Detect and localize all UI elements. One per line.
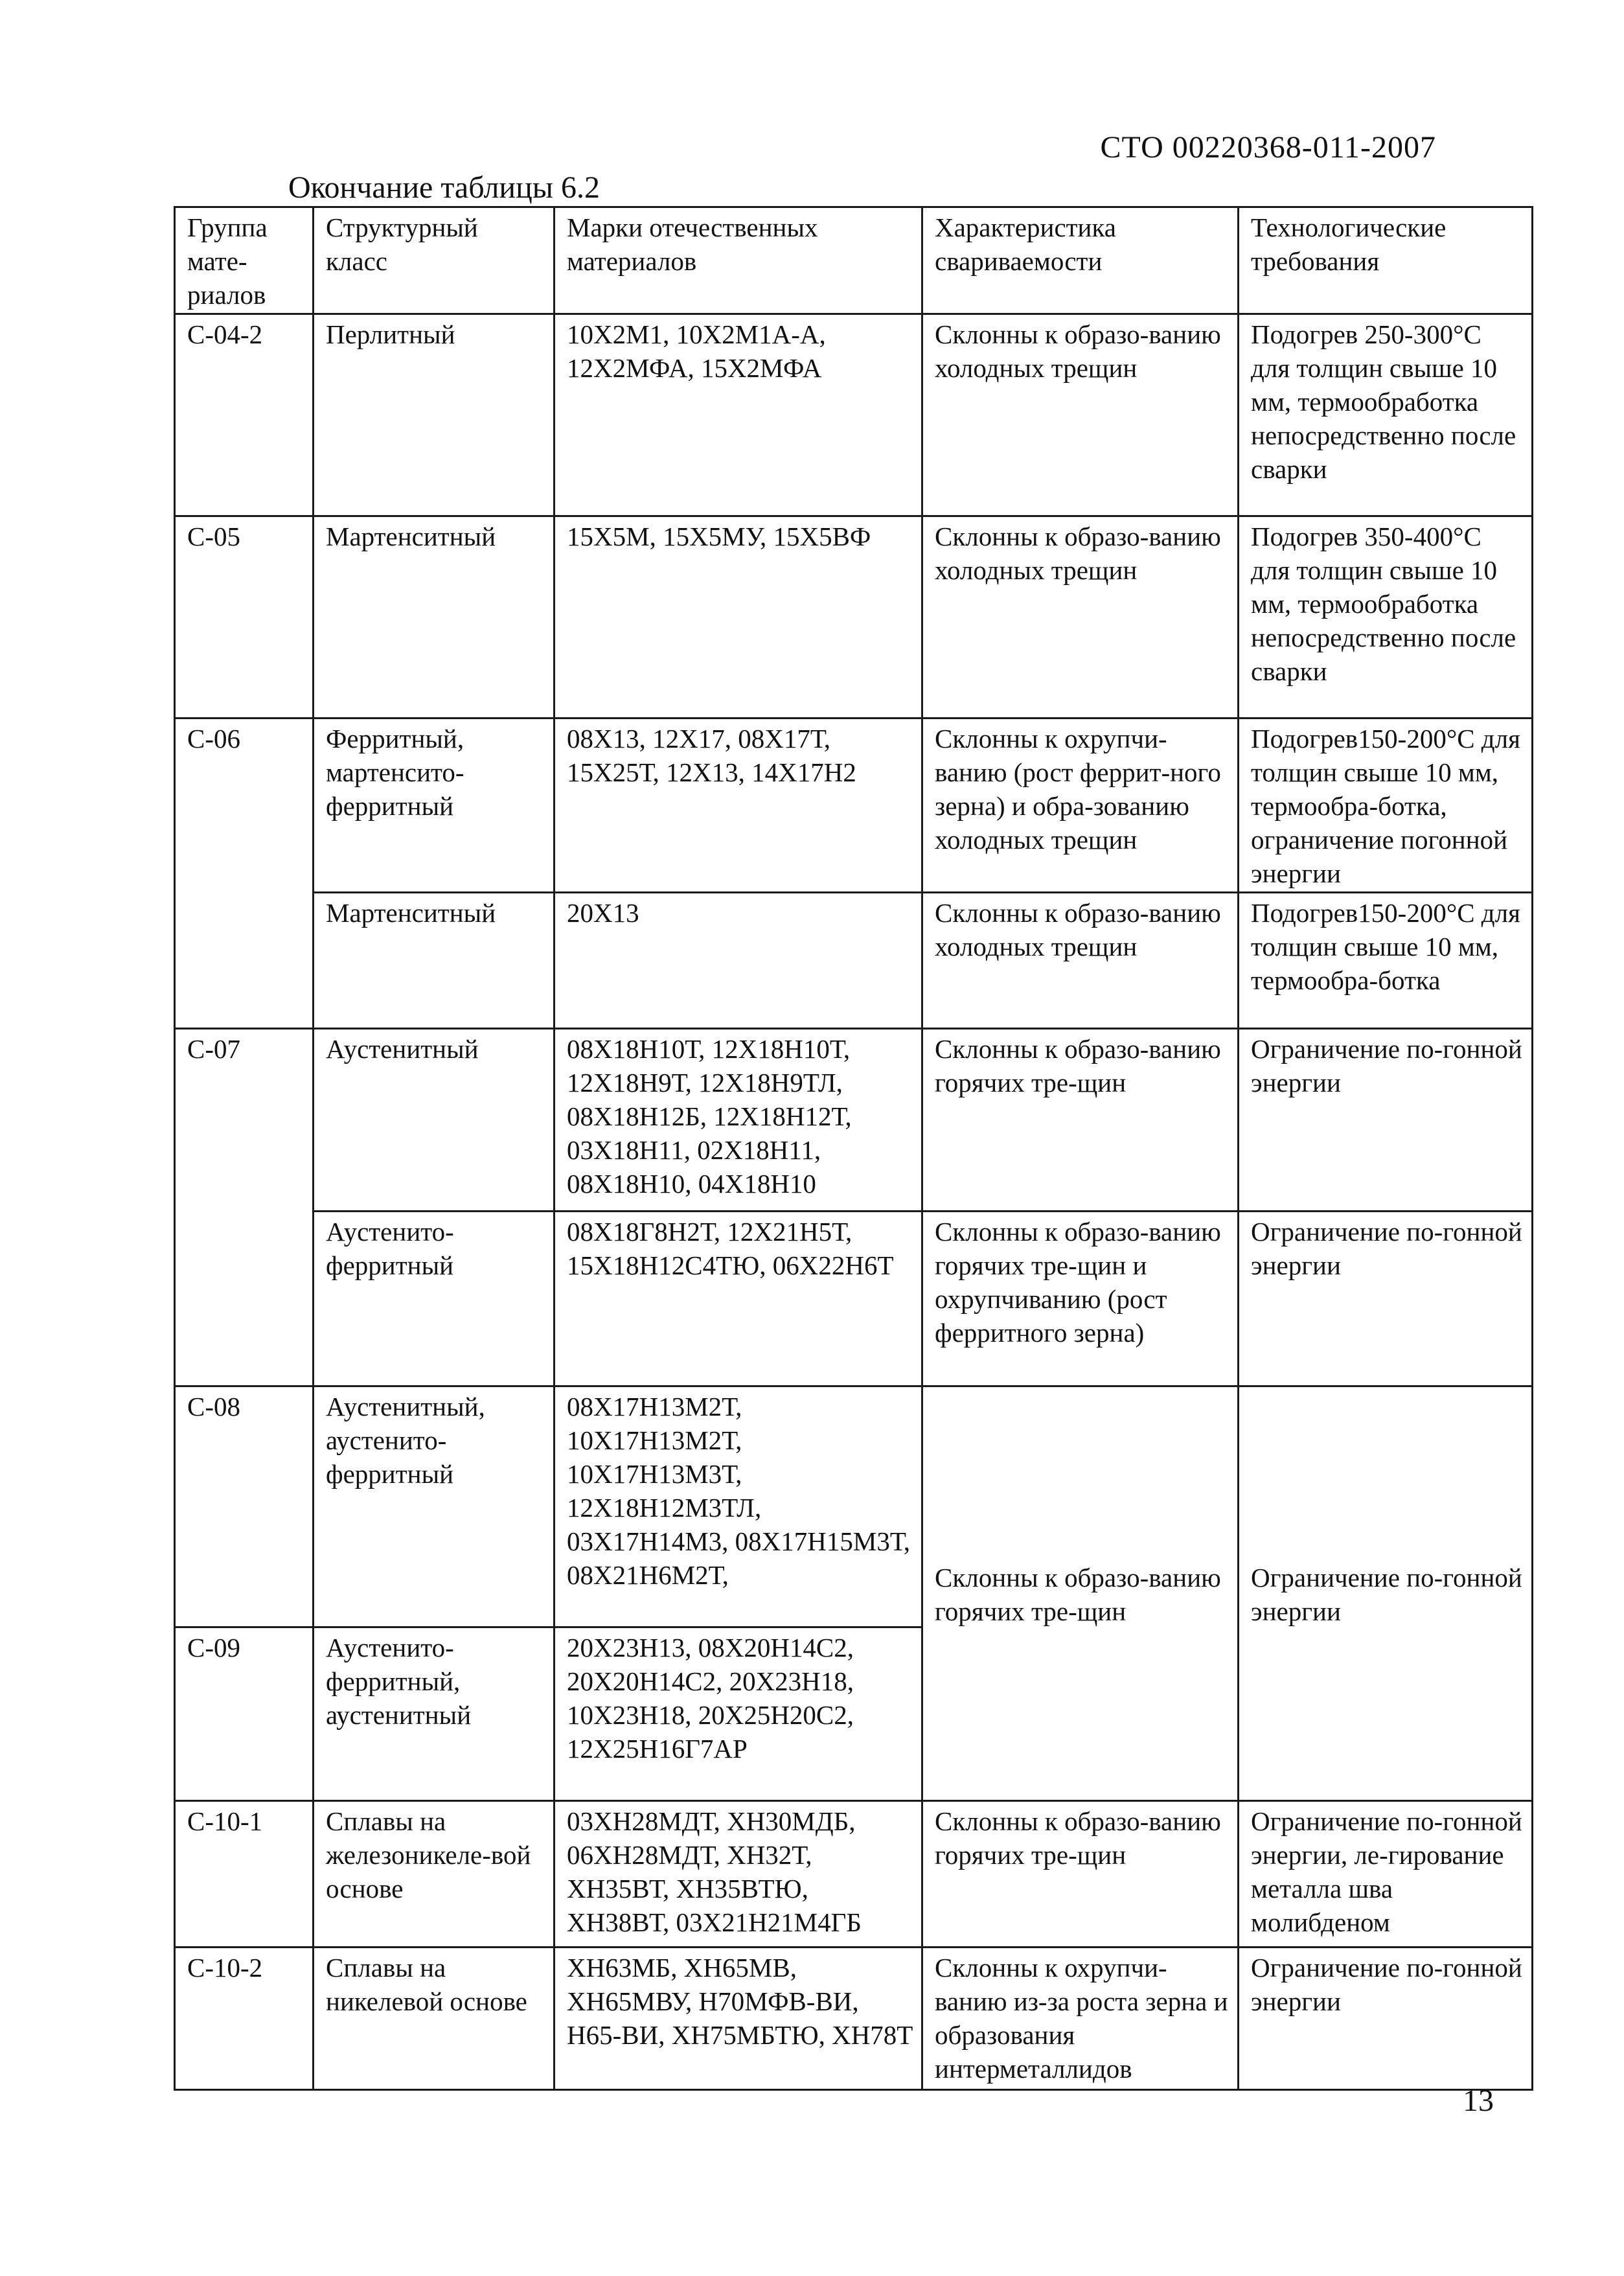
cell-requirements: Ограничение по-гонной энергии, ле-гирование металла шва молибденом — [1239, 1801, 1533, 1948]
cell-class: Мартенситный — [314, 516, 555, 718]
cell-requirements: Подогрев 250-300°С для толщин свыше 10 мм, термообработка непосредственно после сварки — [1239, 314, 1533, 516]
header-row — [175, 207, 1533, 314]
cell-grades: 20Х13 — [555, 893, 922, 1029]
table-row — [175, 893, 1533, 1029]
cell-class: Мартенситный — [314, 893, 555, 1029]
materials-table — [174, 206, 1533, 2091]
table-row — [175, 314, 1533, 516]
table-row — [175, 1801, 1533, 1948]
column-header-group: Группа мате-риалов — [175, 207, 314, 314]
table-caption: Окончание таблицы 6.2 — [288, 170, 600, 205]
cell-grades: 08Х18Н10Т, 12Х18Н10Т, 12Х18Н9Т, 12Х18Н9ТЛ, 08Х18Н12Б, 12Х18Н12Т, 03Х18Н11, 02Х18Н11, 08Х18Н10, 04Х18Н10 — [555, 1029, 922, 1212]
cell-weldability: Склонны к образо-ванию горячих тре-щин — [922, 1386, 1239, 1801]
document-code: СТО 00220368-011-2007 — [1100, 130, 1436, 165]
column-header-requirements: Технологические требования — [1239, 207, 1533, 314]
cell-grades: 15Х5М, 15Х5МУ, 15Х5ВФ — [555, 516, 922, 718]
cell-class: Аустенитный — [314, 1029, 555, 1212]
cell-requirements: Ограничение по-гонной энергии — [1239, 1029, 1533, 1212]
cell-grades: 08Х13, 12Х17, 08Х17Т, 15Х25Т, 12Х13, 14Х17Н2 — [555, 718, 922, 893]
cell-requirements: Подогрев150-200°С для толщин свыше 10 мм, термообра-ботка, ограничение погонной энергии — [1239, 718, 1533, 893]
table-row — [175, 516, 1533, 718]
table-row — [175, 1029, 1533, 1212]
cell-requirements: Подогрев 350-400°С для толщин свыше 10 мм, термообработка непосредственно после сварки — [1239, 516, 1533, 718]
cell-requirements: Ограничение по-гонной энергии — [1239, 1212, 1533, 1386]
cell-weldability: Склонны к охрупчи-ванию из-за роста зерна и образования интерметаллидов — [922, 1948, 1239, 2090]
cell-weldability: Склонны к охрупчи-ванию (рост феррит-ного зерна) и обра-зованию холодных трещин — [922, 718, 1239, 893]
cell-weldability: Склонны к образо-ванию горячих тре-щин — [922, 1801, 1239, 1948]
cell-class: Ферритный, мартенсито-ферритный — [314, 718, 555, 893]
cell-requirements: Подогрев150-200°С для толщин свыше 10 мм, термообра-ботка — [1239, 893, 1533, 1029]
cell-weldability: Склонны к образо-ванию холодных трещин — [922, 893, 1239, 1029]
column-header-weldability: Характеристика свариваемости — [922, 207, 1239, 314]
cell-weldability: Склонны к образо-ванию холодных трещин — [922, 314, 1239, 516]
cell-class: Аустенитный, аустенито-ферритный — [314, 1386, 555, 1627]
cell-requirements: Ограничение по-гонной энергии — [1239, 1948, 1533, 2090]
cell-grades: 08Х17Н13М2Т, 10Х17Н13М2Т, 10Х17Н13М3Т, 12Х18Н12М3ТЛ, 03Х17Н14М3, 08Х17Н15М3Т, 08Х21Н6М2Т, — [555, 1386, 922, 1627]
cell-grades: 10Х2М1, 10Х2М1А-А, 12Х2МФА, 15Х2МФА — [555, 314, 922, 516]
cell-class: Перлитный — [314, 314, 555, 516]
cell-class: Сплавы на никелевой основе — [314, 1948, 555, 2090]
cell-class: Аустенито-ферритный — [314, 1212, 555, 1386]
table-row — [175, 1948, 1533, 2090]
cell-grades: 03ХН28МДТ, ХН30МДБ, 06ХН28МДТ, ХН32Т, ХН35ВТ, ХН35ВТЮ, ХН38ВТ, 03Х21Н21М4ГБ — [555, 1801, 922, 1948]
column-header-grades: Марки отечественных материалов — [555, 207, 922, 314]
cell-weldability: Склонны к образо-ванию горячих тре-щин и охрупчиванию (рост ферритного зерна) — [922, 1212, 1239, 1386]
cell-group: С-09 — [175, 1627, 314, 1801]
cell-class: Сплавы на железоникеле-вой основе — [314, 1801, 555, 1948]
cell-group: С-06 — [175, 718, 314, 1029]
cell-group: С-08 — [175, 1386, 314, 1627]
cell-grades: 20Х23Н13, 08Х20Н14С2, 20Х20Н14С2, 20Х23Н18, 10Х23Н18, 20Х25Н20С2, 12Х25Н16Г7АР — [555, 1627, 922, 1801]
table-row — [175, 1212, 1533, 1386]
table-row — [175, 718, 1533, 893]
page-number: 13 — [1463, 2084, 1494, 2118]
cell-grades: ХН63МБ, ХН65МВ, ХН65МВУ, Н70МФВ-ВИ, Н65-ВИ, ХН75МБТЮ, ХН78Т — [555, 1948, 922, 2090]
cell-group: С-10-1 — [175, 1801, 314, 1948]
column-header-class: Структурный класс — [314, 207, 555, 314]
cell-grades: 08Х18Г8Н2Т, 12Х21Н5Т, 15Х18Н12С4ТЮ, 06Х22Н6Т — [555, 1212, 922, 1386]
cell-group: С-07 — [175, 1029, 314, 1386]
cell-group: С-05 — [175, 516, 314, 718]
cell-weldability: Склонны к образо-ванию холодных трещин — [922, 516, 1239, 718]
cell-group: С-10-2 — [175, 1948, 314, 2090]
table-row — [175, 1386, 1533, 1627]
cell-weldability: Склонны к образо-ванию горячих тре-щин — [922, 1029, 1239, 1212]
cell-requirements: Ограничение по-гонной энергии — [1239, 1386, 1533, 1801]
cell-group: С-04-2 — [175, 314, 314, 516]
cell-class: Аустенито-ферритный, аустенитный — [314, 1627, 555, 1801]
